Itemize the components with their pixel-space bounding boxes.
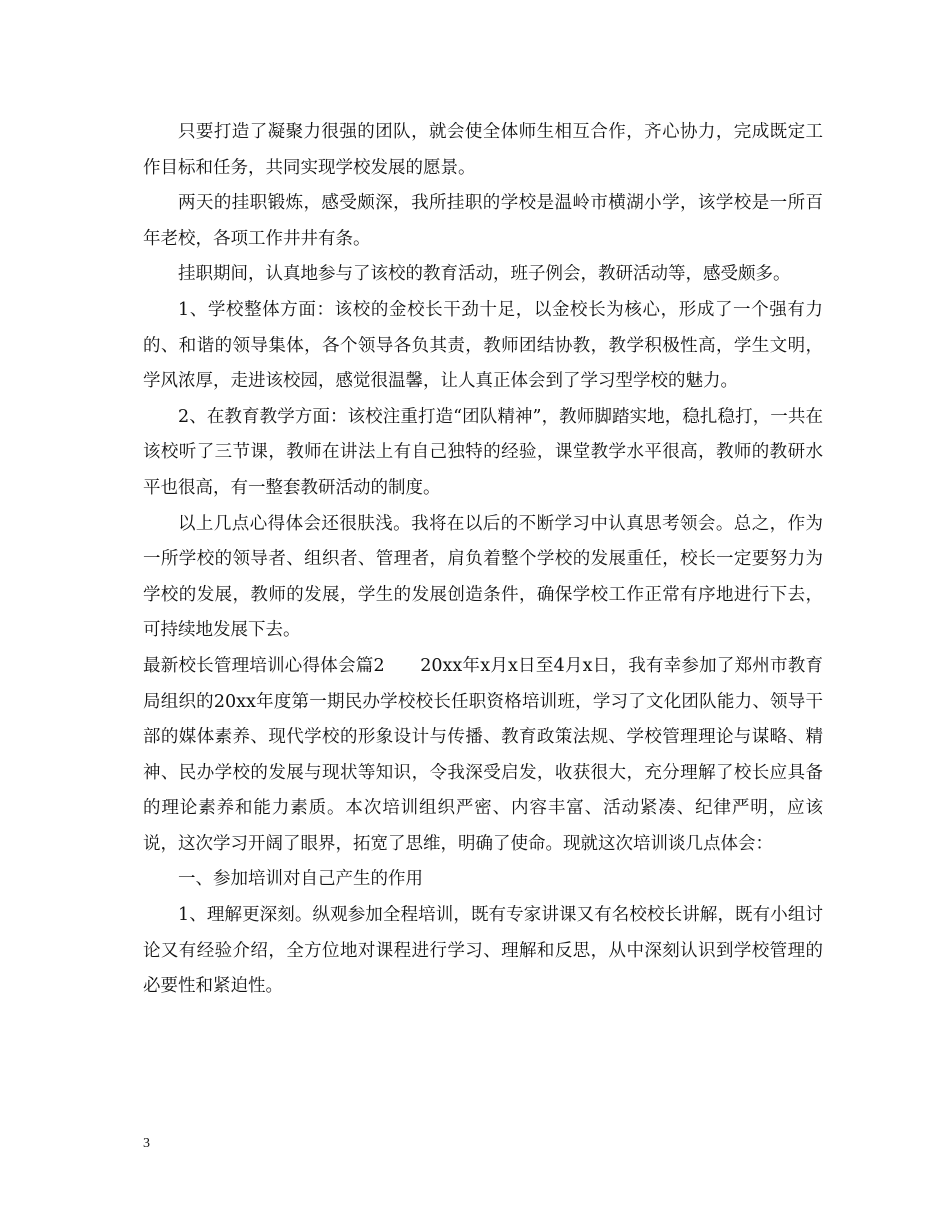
paragraph-school-overall: 1、学校整体方面：该校的金校长干劲十足，以金校长为核心，形成了一个强有力的、和谐的领导集体，各个领导各负其责，教师团结协教，教学积极性高，学生文明，学风浓厚，走进该校园，感觉很温馨，让人真正体会到了学习型学校的魅力。 [143,299,823,392]
document-body [143,115,823,1005]
paragraph-team-cohesion: 只要打造了凝聚力很强的团队，就会使全体师生相互合作，齐心协力，完成既定工作目标和任务，共同实现学校发展的愿景。 [143,122,823,178]
page-number: 3 [143,1136,150,1151]
paragraph-deeper-understanding: 1、理解更深刻。纵观参加全程培训，既有专家讲课又有名校校长讲解，既有小组讨论又有经验介绍，全方位地对课程进行学习、理解和反思，从中深刻认识到学校管理的必要性和紧迫性。 [143,905,823,997]
paragraph-teaching-aspect: 2、在教育教学方面：该校注重打造“团队精神”，教师脚踏实地，稳扎稳打，一共在该校听了三节课，教师在讲法上有自己独特的经验，课堂教学水平很高，教师的教研水平也很高，有一整套教研活动的制度。 [143,406,823,498]
paragraph-conclusion: 以上几点心得体会还很肤浅。我将在以后的不断学习中认真思考领会。总之，作为一所学校的领导者、组织者、管理者，肩负着整个学校的发展重任，校长一定要努力为学校的发展，教师的发展，学生的发展创造条件，确保学校工作正常有序地进行下去，可持续地发展下去。 [143,513,823,641]
paragraph-secondment-intro: 两天的挂职锻炼，感受颇深，我所挂职的学校是温岭市横湖小学，该学校是一所百年老校，各项工作井井有条。 [143,193,823,249]
section-heading-training-effect: 一、参加培训对自己产生的作用 [178,869,423,890]
paragraph-secondment-activities: 挂职期间，认真地参与了该校的教育活动，班子例会，教研活动等，感受颇多。 [178,264,791,285]
paragraph-article-2-intro: 最新校长管理培训心得体会篇2 20xx年x月x日至4月x日，我有幸参加了郑州市教育局组织的20xx年度第一期民办学校校长任职资格培训班，学习了文化团队能力、领导干部的媒体素养、现代学校的形象设计与传播、教育政策法规、学校管理理论与谋略、精神、民办学校的发展与现状等知识，令我深受启发，收获很大，充分理解了校长应具备的理论素养和能力素质。本次培训组织严密、内容丰富、活动紧凑、纪律严明，应该说，这次学习开阔了眼界，拓宽了思维，明确了使命。现就这次培训谈几点体会： [143,655,823,854]
